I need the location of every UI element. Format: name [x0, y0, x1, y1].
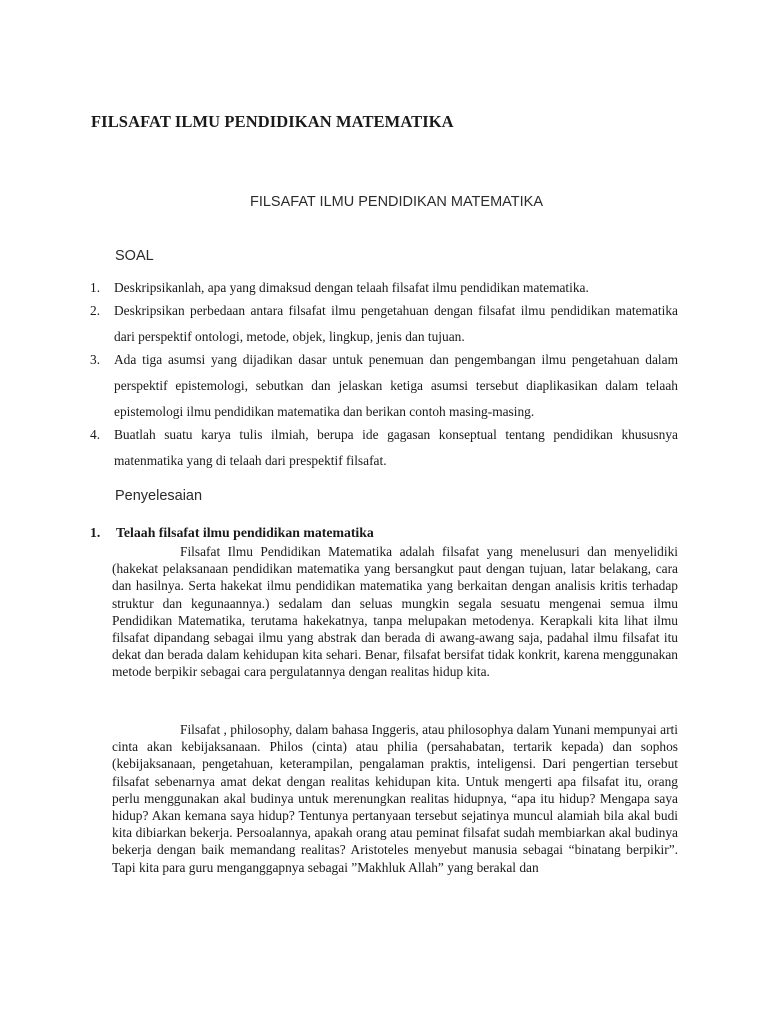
- penyelesaian-label: Penyelesaian: [115, 488, 203, 504]
- answer-heading-number: 1.: [90, 525, 101, 540]
- document-title: FILSAFAT ILMU PENDIDIKAN MATEMATIKA: [91, 112, 454, 131]
- question-list: [90, 275, 678, 471]
- question-item: [90, 422, 678, 474]
- question-text: Deskripsikan perbedaan antara filsafat ilmu pengetahuan dengan filsafat ilmu pendidikan matematika dari perspektif ontologi, metode, objek, lingkup, jenis dan tujuan.: [114, 303, 678, 344]
- question-item: [90, 298, 678, 350]
- question-number: 1.: [90, 280, 101, 295]
- question-number: 3.: [90, 352, 101, 367]
- answer-heading: [90, 525, 374, 541]
- body-paragraph: Filsafat , philosophy, dalam bahasa Inggeris, atau philosophya dalam Yunani mempunyai arti cinta akan kebijaksanaan. Philos (cinta) atau philia (persahabatan, tertarik kepada) dan sophos (kebijaksanaan, pengetahuan, keterampilan, pengalaman praktis, inteligensi. Dari pengertian tersebut filsafat sebenarnya amat dekat dengan realitas kehidupan kita. Untuk mengerti apa filsafat itu, orang perlu menggunakan akal budinya untuk merenungkan realitas hidupnya, “apa itu hidup? Mengapa saya hidup? Akan kemana saya hidup? Tentunya pertanyaan tersebut sejatinya muncul alamiah bila akal budi kita dibiarkan bekerja. Persoalannya, apakah orang atau peminat filsafat sudah membiarkan akal budinya bekerja dengan baik memandang realitas? Aristoteles menyebut manusia sebagai “binatang berpikir”. Tapi kita para guru menganggapnya sebagai ”Makhluk Allah” yang berakal dan: [112, 722, 678, 875]
- question-text: Buatlah suatu karya tulis ilmiah, berupa ide gagasan konseptual tentang pendidikan khususnya matenmatika yang di telaah dari prespektif filsafat.: [114, 427, 678, 468]
- question-number: 2.: [90, 303, 101, 318]
- question-item: [90, 347, 678, 425]
- question-number: 4.: [90, 427, 101, 442]
- question-text: Deskripsikanlah, apa yang dimaksud dengan telaah filsafat ilmu pendidikan matematika.: [114, 280, 589, 295]
- document-subtitle: FILSAFAT ILMU PENDIDIKAN MATEMATIKA: [249, 194, 543, 210]
- answer-heading-text: Telaah filsafat ilmu pendidikan matematika: [116, 525, 374, 540]
- body-paragraph: Filsafat Ilmu Pendidikan Matematika adalah filsafat yang menelusuri dan menyelidiki (hakekat pelaksanaan pendidikan matematika yang bersangkut paut dengan tujuan, latar belakang, cara dan hasilnya. Serta hakekat ilmu pendidikan matematika yang berkaitan dengan analisis kritis terhadap struktur dan kegunaannya.) sedalam dan seluas mungkin segala sesuatu mengenai semua ilmu Pendidikan Matematika, terutama hakekatnya, tanpa melupakan metodenya. Kerapkali kita lihat ilmu filsafat dipandang sebagai ilmu yang abstrak dan berada di awang-awang saja, padahal ilmu filsafat itu dekat dan berada dalam kehidupan kita sehari. Benar, filsafat bersifat tidak konkrit, karena menggunakan metode berpikir sebagai cara pergulatannya dengan realitas hidup kita.: [112, 544, 678, 680]
- soal-label: SOAL: [115, 248, 154, 264]
- question-text: Ada tiga asumsi yang dijadikan dasar untuk penemuan dan pengembangan ilmu pengetahuan dalam perspektif epistemologi, sebutkan dan jelaskan ketiga asumsi tersebut diaplikasikan dalam telaah epistemologi ilmu pendidikan matematika dan berikan contoh masing-masing.: [114, 352, 678, 419]
